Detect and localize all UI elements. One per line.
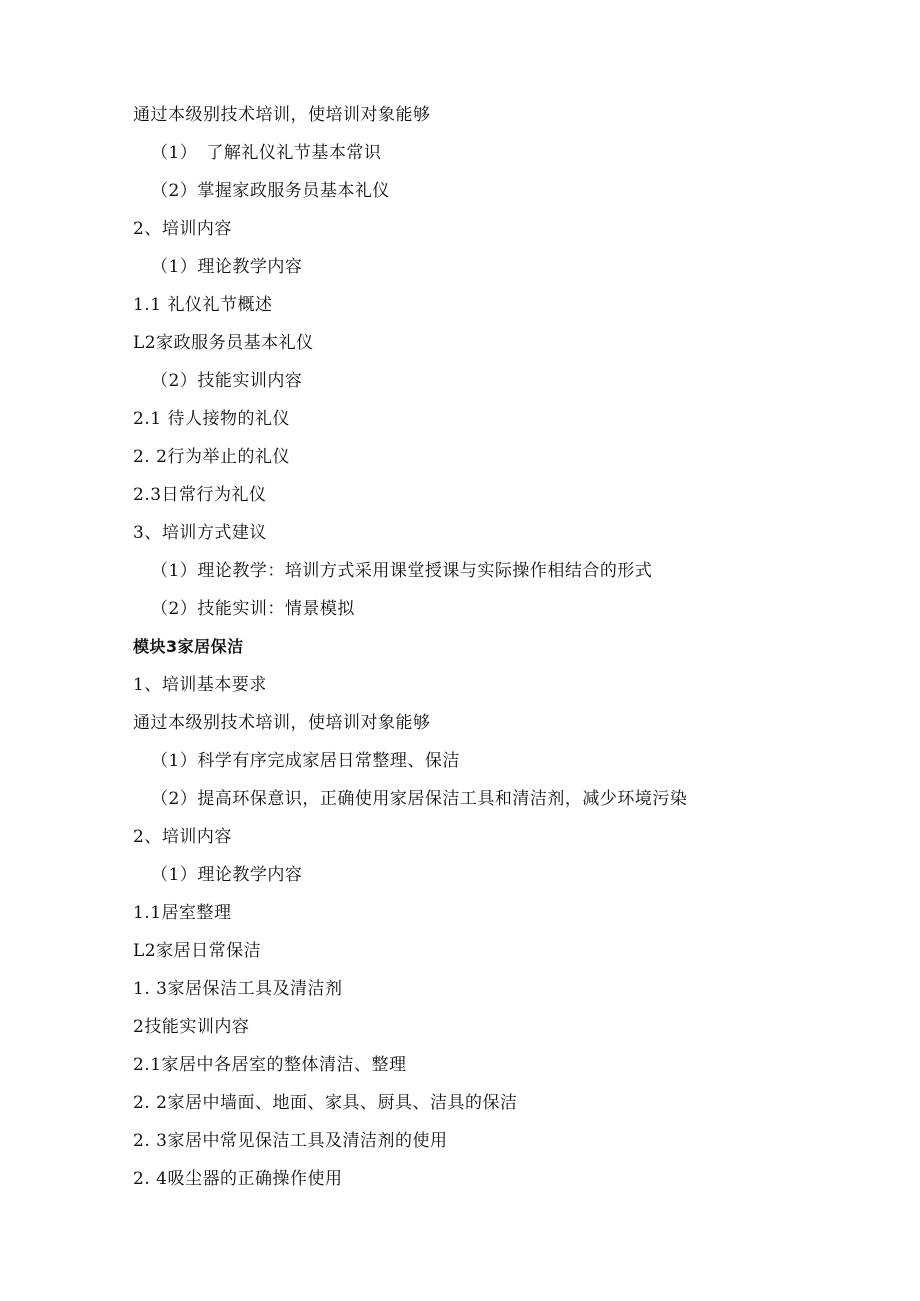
text-line: 1. 3家居保洁工具及清洁剂 [133,979,343,999]
document-body [133,102,893,1204]
text-line: 2. 4吸尘器的正确操作使用 [133,1169,343,1189]
text-line: 1.1 礼仪礼节概述 [133,295,273,315]
list-item: （1）理论教学内容 [151,257,303,277]
list-item: （2）技能实训：情景模拟 [151,599,355,619]
section-heading: 1、培训基本要求 [133,675,267,695]
section-heading: 2、培训内容 [133,219,232,239]
list-item: （2）掌握家政服务员基本礼仪 [151,181,390,201]
module-title: 模块3家居保洁 [133,637,244,656]
text-line: 通过本级别技术培训，使培训对象能够 [133,713,431,733]
section-heading: 2、培训内容 [133,827,232,847]
list-item: （1）科学有序完成家居日常整理、保洁 [151,751,460,771]
text-line: 2.1家居中各居室的整体清洁、整理 [133,1055,407,1075]
text-line: 2. 2家居中墙面、地面、家具、厨具、洁具的保洁 [133,1093,518,1113]
text-line: L2家政服务员基本礼仪 [133,333,314,353]
text-line: 2.3日常行为礼仪 [133,485,267,505]
text-line: 2.1 待人接物的礼仪 [133,409,290,429]
text-line: L2家居日常保洁 [133,941,262,961]
list-item: （2）技能实训内容 [151,371,303,391]
section-heading: 3、培训方式建议 [133,523,267,543]
text-line: 2. 3家居中常见保洁工具及清洁剂的使用 [133,1131,448,1151]
list-item: （1）理论教学内容 [151,865,303,885]
text-line: 2. 2行为举止的礼仪 [133,447,290,467]
text-line: 通过本级别技术培训，使培训对象能够 [133,105,431,125]
list-item: （2）提高环保意识，正确使用家居保洁工具和清洁剂，减少环境污染 [151,789,688,809]
text-line: 2技能实训内容 [133,1017,250,1037]
list-item: （1）理论教学：培训方式采用课堂授课与实际操作相结合的形式 [151,561,653,581]
list-item: （1） 了解礼仪礼节基本常识 [151,143,382,163]
text-line: 1.1居室整理 [133,903,232,923]
